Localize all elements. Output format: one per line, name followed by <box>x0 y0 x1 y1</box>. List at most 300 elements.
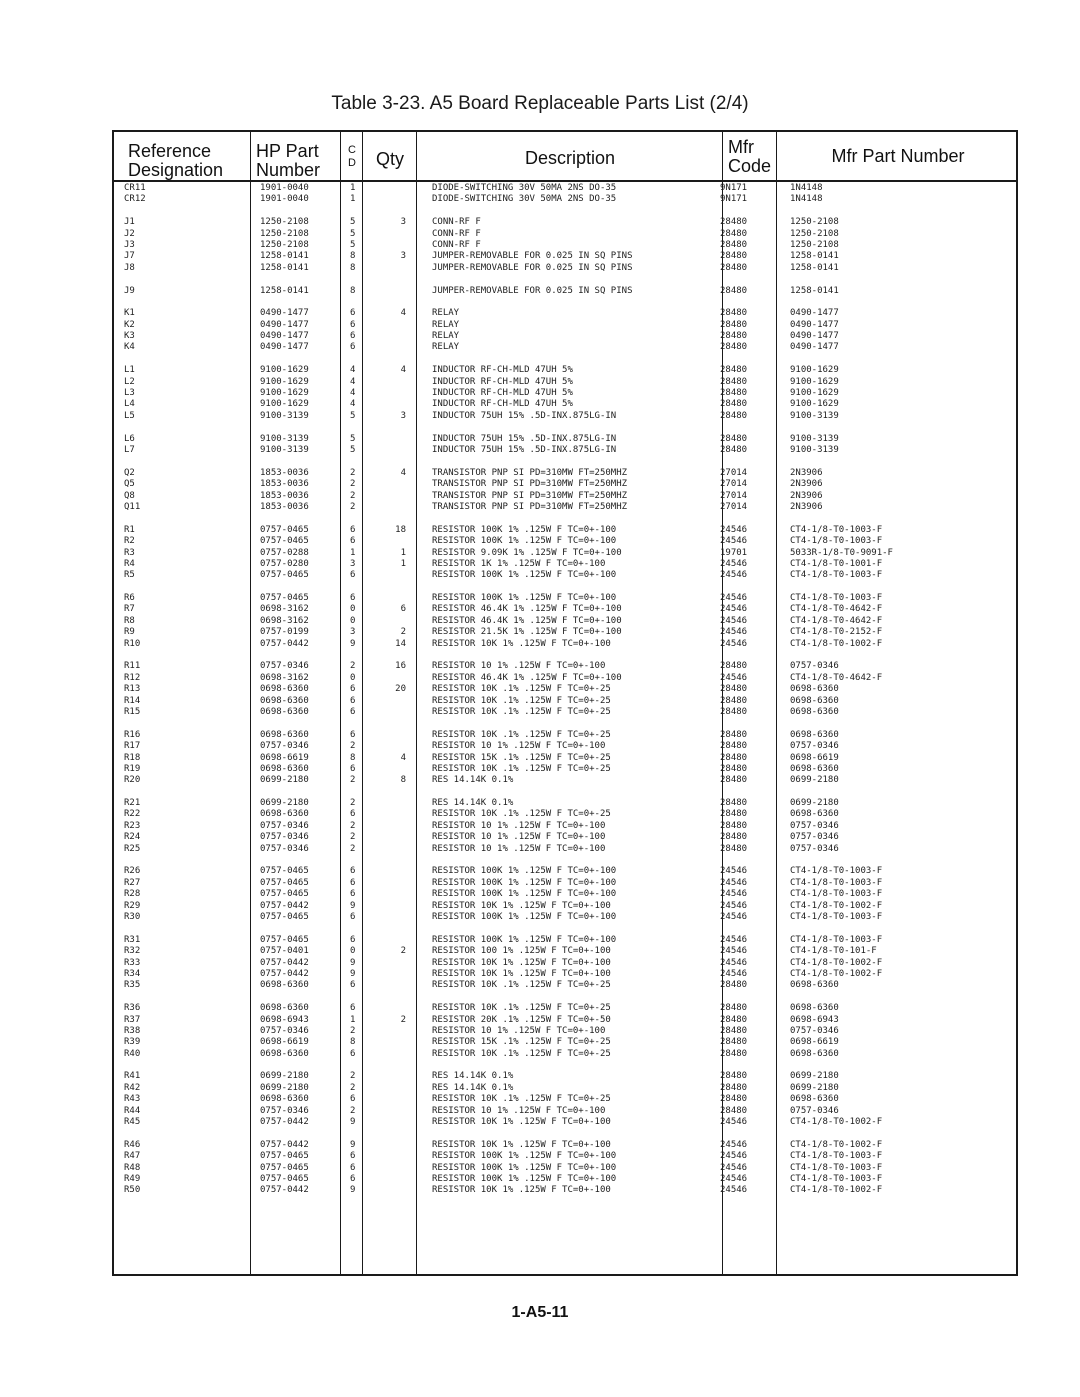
quantity: 2 <box>400 1014 406 1025</box>
reference-designation: L2 <box>124 376 135 387</box>
mfr-part-number: CT4-1/8-T0-1002-F <box>790 900 883 911</box>
check-digit: 5 <box>350 444 356 455</box>
check-digit: 0 <box>350 946 356 957</box>
check-digit: 6 <box>350 684 356 695</box>
reference-designation: R33 <box>124 957 141 968</box>
check-digit: 6 <box>350 934 356 945</box>
mfr-code: 24546 <box>720 615 748 626</box>
mfr-code: 24546 <box>720 877 748 888</box>
description: RESISTOR 10K .1% .125W F TC=0+-25 <box>432 695 611 706</box>
hp-part-number: 0757-0442 <box>260 1185 309 1196</box>
table-row <box>114 809 1016 820</box>
check-digit: 2 <box>350 775 356 786</box>
description: RESISTOR 10K .1% .125W F TC=0+-25 <box>432 1048 611 1059</box>
description: RESISTOR 10K .1% .125W F TC=0+-25 <box>432 706 611 717</box>
description: RESISTOR 10K 1% .125W F TC=0+-100 <box>432 1139 611 1150</box>
mfr-part-number: 0698-6360 <box>790 706 839 717</box>
hp-part-number: 0757-0465 <box>260 889 309 900</box>
mfr-part-number: 1258-0141 <box>790 262 839 273</box>
mfr-part-number: 0699-2180 <box>790 798 839 809</box>
reference-designation: R27 <box>124 877 141 888</box>
description: RELAY <box>432 319 460 330</box>
reference-designation: J2 <box>124 228 135 239</box>
check-digit: 9 <box>350 1185 356 1196</box>
header-divider <box>114 180 1016 182</box>
mfr-code: 28480 <box>720 444 748 455</box>
description: RESISTOR 100K 1% .125W F TC=0+-100 <box>432 866 617 877</box>
mfr-code: 24546 <box>720 1162 748 1173</box>
table-row <box>114 866 1016 877</box>
table-row <box>114 1106 1016 1117</box>
description: TRANSISTOR PNP SI PD=310MW FT=250MHZ <box>432 479 628 490</box>
mfr-code: 24546 <box>720 536 748 547</box>
check-digit: 1 <box>350 1014 356 1025</box>
table-row <box>114 753 1016 764</box>
check-digit: 2 <box>350 1082 356 1093</box>
header-mfr-line1: Mfr <box>728 137 754 157</box>
check-digit: 4 <box>350 376 356 387</box>
table-row <box>114 286 1016 297</box>
mfr-part-number: 0757-0346 <box>790 820 839 831</box>
mfr-part-number: 2N3906 <box>790 501 823 512</box>
reference-designation: R48 <box>124 1162 141 1173</box>
reference-designation: R40 <box>124 1048 141 1059</box>
check-digit: 6 <box>350 1048 356 1059</box>
description: RESISTOR 10K 1% .125W F TC=0+-100 <box>432 1185 611 1196</box>
header-hp-part-number <box>256 142 320 180</box>
table-row <box>114 969 1016 980</box>
description: RESISTOR 10 1% .125W F TC=0+-100 <box>432 832 606 843</box>
mfr-part-number: CT4-1/8-T0-1001-F <box>790 558 883 569</box>
hp-part-number: 0757-0346 <box>260 843 309 854</box>
table-row <box>114 912 1016 923</box>
hp-part-number: 9100-3139 <box>260 444 309 455</box>
table-row <box>114 889 1016 900</box>
check-digit: 2 <box>350 798 356 809</box>
mfr-part-number: CT4-1/8-T0-1003-F <box>790 524 883 535</box>
table-row <box>114 1026 1016 1037</box>
table-row <box>114 684 1016 695</box>
reference-designation: R21 <box>124 798 141 809</box>
description: RESISTOR 10K 1% .125W F TC=0+-100 <box>432 900 611 911</box>
mfr-code: 28480 <box>720 228 748 239</box>
table-title: Table 3-23. A5 Board Replaceable Parts List (2/4) <box>331 93 749 114</box>
mfr-part-number: CT4-1/8-T0-1003-F <box>790 570 883 581</box>
description: RESISTOR 100K 1% .125W F TC=0+-100 <box>432 889 617 900</box>
hp-part-number: 0757-0442 <box>260 900 309 911</box>
check-digit: 6 <box>350 866 356 877</box>
description: INDUCTOR 75UH 15% .5D-INX.875LG-IN <box>432 433 617 444</box>
description: RELAY <box>432 331 460 342</box>
hp-part-number: 0490-1477 <box>260 342 309 353</box>
mfr-part-number: 9100-1629 <box>790 399 839 410</box>
table-row <box>114 1049 1016 1060</box>
header-mfr-part-number: Mfr Part Number <box>831 146 965 166</box>
check-digit: 8 <box>350 285 356 296</box>
table-row <box>114 1083 1016 1094</box>
description: JUMPER-REMOVABLE FOR 0.025 IN SQ PINS <box>432 262 633 273</box>
check-digit: 6 <box>350 1162 356 1173</box>
reference-designation: K2 <box>124 319 135 330</box>
description: RESISTOR 10K .1% .125W F TC=0+-25 <box>432 1003 611 1014</box>
table-row <box>114 741 1016 752</box>
description: DIODE-SWITCHING 30V 50MA 2NS DO-35 <box>432 183 617 193</box>
mfr-code: 28480 <box>720 775 748 786</box>
description: RESISTOR 46.4K 1% .125W F TC=0+-100 <box>432 672 622 683</box>
reference-designation: R35 <box>124 980 141 991</box>
mfr-code: 28480 <box>720 1082 748 1093</box>
reference-designation: K3 <box>124 331 135 342</box>
hp-part-number: 0757-0346 <box>260 820 309 831</box>
reference-designation: R8 <box>124 615 135 626</box>
description: RESISTOR 15K .1% .125W F TC=0+-25 <box>432 752 611 763</box>
table-row <box>114 536 1016 547</box>
reference-designation: R47 <box>124 1151 141 1162</box>
table-row <box>114 1174 1016 1185</box>
reference-designation: R43 <box>124 1094 141 1105</box>
description: CONN-RF F <box>432 239 481 250</box>
mfr-part-number: 9100-3139 <box>790 410 839 421</box>
check-digit: 2 <box>350 467 356 478</box>
hp-part-number: 0699-2180 <box>260 1082 309 1093</box>
mfr-part-number: CT4-1/8-T0-1002-F <box>790 1185 883 1196</box>
mfr-code: 24546 <box>720 946 748 957</box>
description: RESISTOR 20K .1% .125W F TC=0+-50 <box>432 1014 611 1025</box>
reference-designation: K4 <box>124 342 135 353</box>
hp-part-number: 1853-0036 <box>260 479 309 490</box>
table-row <box>114 775 1016 786</box>
hp-part-number: 0698-3162 <box>260 604 309 615</box>
quantity: 20 <box>395 684 406 695</box>
check-digit: 6 <box>350 342 356 353</box>
mfr-part-number: CT4-1/8-T0-1003-F <box>790 593 883 604</box>
hp-part-number: 0757-0280 <box>260 558 309 569</box>
description: RESISTOR 21.5K 1% .125W F TC=0+-100 <box>432 627 622 638</box>
description: RESISTOR 10K .1% .125W F TC=0+-25 <box>432 763 611 774</box>
check-digit: 9 <box>350 638 356 649</box>
reference-designation: R31 <box>124 934 141 945</box>
reference-designation: R15 <box>124 706 141 717</box>
hp-part-number: 0757-0465 <box>260 877 309 888</box>
hp-part-number: 9100-1629 <box>260 388 309 399</box>
hp-part-number: 0699-2180 <box>260 798 309 809</box>
hp-part-number: 1258-0141 <box>260 251 309 262</box>
check-digit: 2 <box>350 843 356 854</box>
mfr-part-number: CT4-1/8-T0-1003-F <box>790 1173 883 1184</box>
description: RES 14.14K 0.1% <box>432 1082 514 1093</box>
check-digit: 6 <box>350 593 356 604</box>
mfr-part-number: 0698-6360 <box>790 729 839 740</box>
description: DIODE-SWITCHING 30V 50MA 2NS DO-35 <box>432 194 617 205</box>
reference-designation: R29 <box>124 900 141 911</box>
reference-designation: R2 <box>124 536 135 547</box>
description: RESISTOR 10K 1% .125W F TC=0+-100 <box>432 1117 611 1128</box>
reference-designation: R13 <box>124 684 141 695</box>
check-digit: 6 <box>350 319 356 330</box>
table-row <box>114 308 1016 319</box>
check-digit: 2 <box>350 820 356 831</box>
hp-part-number: 0490-1477 <box>260 331 309 342</box>
table-row <box>114 411 1016 422</box>
table-row <box>114 946 1016 957</box>
table-row <box>114 570 1016 581</box>
table-row <box>114 616 1016 627</box>
mfr-part-number: 0698-6360 <box>790 695 839 706</box>
mfr-part-number: 0699-2180 <box>790 1082 839 1093</box>
check-digit: 6 <box>350 308 356 319</box>
check-digit: 2 <box>350 661 356 672</box>
check-digit: 9 <box>350 1139 356 1150</box>
mfr-part-number: 0757-0346 <box>790 1025 839 1036</box>
hp-part-number: 1258-0141 <box>260 285 309 296</box>
mfr-code: 28480 <box>720 376 748 387</box>
table-row <box>114 217 1016 228</box>
hp-part-number: 1250-2108 <box>260 239 309 250</box>
check-digit: 8 <box>350 1037 356 1048</box>
table-row <box>114 468 1016 479</box>
check-digit: 4 <box>350 388 356 399</box>
hp-part-number: 0757-0346 <box>260 1025 309 1036</box>
reference-designation: R46 <box>124 1139 141 1150</box>
table-row <box>114 980 1016 991</box>
mfr-code: 28480 <box>720 661 748 672</box>
mfr-code: 24546 <box>720 912 748 922</box>
description: RES 14.14K 0.1% <box>432 798 514 809</box>
mfr-code: 28480 <box>720 1037 748 1048</box>
check-digit: 6 <box>350 695 356 706</box>
mfr-part-number: CT4-1/8-T0-101-F <box>790 946 877 957</box>
mfr-part-number: 0698-6360 <box>790 1048 839 1059</box>
check-digit: 6 <box>350 1094 356 1105</box>
check-digit: 6 <box>350 763 356 774</box>
reference-designation: L5 <box>124 410 135 421</box>
quantity: 2 <box>400 627 406 638</box>
reference-designation: R28 <box>124 889 141 900</box>
check-digit: 1 <box>350 183 356 193</box>
check-digit: 2 <box>350 741 356 752</box>
reference-designation: R6 <box>124 593 135 604</box>
table-row <box>114 491 1016 502</box>
hp-part-number: 0698-6360 <box>260 1003 309 1014</box>
reference-designation: R5 <box>124 570 135 581</box>
description: RESISTOR 10 1% .125W F TC=0+-100 <box>432 661 606 672</box>
mfr-part-number: CT4-1/8-T0-4642-F <box>790 604 883 615</box>
hp-part-number: 0757-0346 <box>260 832 309 843</box>
table-row <box>114 331 1016 342</box>
mfr-part-number: 0698-6360 <box>790 980 839 991</box>
description: JUMPER-REMOVABLE FOR 0.025 IN SQ PINS <box>432 285 633 296</box>
hp-part-number: 0757-0465 <box>260 1173 309 1184</box>
table-row <box>114 399 1016 410</box>
mfr-part-number: 1N4148 <box>790 194 823 205</box>
mfr-code: 28480 <box>720 342 748 353</box>
description: INDUCTOR RF-CH-MLD 47UH 5% <box>432 388 573 399</box>
table-row <box>114 696 1016 707</box>
hp-part-number: 0698-6360 <box>260 1094 309 1105</box>
mfr-code: 24546 <box>720 593 748 604</box>
mfr-code: 24546 <box>720 1173 748 1184</box>
mfr-part-number: 0698-6619 <box>790 752 839 763</box>
description: RESISTOR 100K 1% .125W F TC=0+-100 <box>432 912 617 922</box>
hp-part-number: 0698-6619 <box>260 1037 309 1048</box>
mfr-code: 24546 <box>720 604 748 615</box>
hp-part-number: 0698-6360 <box>260 729 309 740</box>
hp-part-number: 0757-0346 <box>260 661 309 672</box>
quantity: 4 <box>400 308 406 319</box>
mfr-code: 28480 <box>720 820 748 831</box>
check-digit: 9 <box>350 968 356 979</box>
description: RESISTOR 100K 1% .125W F TC=0+-100 <box>432 593 617 604</box>
check-digit: 2 <box>350 1071 356 1082</box>
table-row <box>114 502 1016 513</box>
mfr-part-number: 9100-1629 <box>790 388 839 399</box>
table-row <box>114 798 1016 809</box>
mfr-code: 28480 <box>720 1094 748 1105</box>
table-row <box>114 1003 1016 1014</box>
check-digit: 8 <box>350 251 356 262</box>
table-row <box>114 604 1016 615</box>
reference-designation: R39 <box>124 1037 141 1048</box>
table-row <box>114 832 1016 843</box>
description: TRANSISTOR PNP SI PD=310MW FT=250MHZ <box>432 467 628 478</box>
hp-part-number: 0698-6360 <box>260 706 309 717</box>
mfr-part-number: 0490-1477 <box>790 319 839 330</box>
check-digit: 6 <box>350 1173 356 1184</box>
header-reference-designation <box>128 142 223 180</box>
mfr-part-number: CT4-1/8-T0-1002-F <box>790 957 883 968</box>
mfr-code: 24546 <box>720 934 748 945</box>
reference-designation: R30 <box>124 912 141 922</box>
reference-designation: J9 <box>124 285 135 296</box>
check-digit: 6 <box>350 524 356 535</box>
hp-part-number: 0757-0442 <box>260 1139 309 1150</box>
hp-part-number: 9100-1629 <box>260 376 309 387</box>
table-row <box>114 240 1016 251</box>
description: RES 14.14K 0.1% <box>432 1071 514 1082</box>
check-digit: 6 <box>350 980 356 991</box>
mfr-code: 28480 <box>720 308 748 319</box>
header-mfr-line2: Code <box>728 156 772 176</box>
hp-part-number: 0698-3162 <box>260 672 309 683</box>
description: RELAY <box>432 342 460 353</box>
hp-part-number: 0757-0465 <box>260 593 309 604</box>
hp-part-number: 0757-0442 <box>260 1117 309 1128</box>
hp-part-number: 0698-6619 <box>260 752 309 763</box>
hp-part-number: 0757-0199 <box>260 627 309 638</box>
description: CONN-RF F <box>432 217 481 228</box>
reference-designation: R17 <box>124 741 141 752</box>
table-row <box>114 639 1016 650</box>
mfr-part-number: 0490-1477 <box>790 331 839 342</box>
mfr-code: 28480 <box>720 843 748 854</box>
table-row <box>114 958 1016 969</box>
table-row <box>114 730 1016 741</box>
description: RESISTOR 10 1% .125W F TC=0+-100 <box>432 820 606 831</box>
reference-designation: R32 <box>124 946 141 957</box>
mfr-part-number: 2N3906 <box>790 479 823 490</box>
table-row <box>114 1094 1016 1105</box>
mfr-code: 24546 <box>720 968 748 979</box>
reference-designation: K1 <box>124 308 135 319</box>
check-digit: 1 <box>350 194 356 205</box>
mfr-part-number: 9100-1629 <box>790 376 839 387</box>
description: RESISTOR 10K .1% .125W F TC=0+-25 <box>432 809 611 820</box>
check-digit: 2 <box>350 479 356 490</box>
reference-designation: R42 <box>124 1082 141 1093</box>
table-row <box>114 251 1016 262</box>
check-digit: 6 <box>350 570 356 581</box>
mfr-code: 24546 <box>720 672 748 683</box>
mfr-part-number: CT4-1/8-T0-1003-F <box>790 912 883 922</box>
description: RESISTOR 100K 1% .125W F TC=0+-100 <box>432 1162 617 1173</box>
reference-designation: R25 <box>124 843 141 854</box>
mfr-code: 24546 <box>720 1139 748 1150</box>
mfr-part-number: 0757-0346 <box>790 661 839 672</box>
reference-designation: R34 <box>124 968 141 979</box>
mfr-code: 24546 <box>720 1151 748 1162</box>
hp-part-number: 0698-6360 <box>260 684 309 695</box>
mfr-code: 28480 <box>720 399 748 410</box>
mfr-code: 28480 <box>720 684 748 695</box>
reference-designation: L1 <box>124 365 135 376</box>
hp-part-number: 0699-2180 <box>260 1071 309 1082</box>
quantity: 4 <box>400 752 406 763</box>
mfr-part-number: 0757-0346 <box>790 741 839 752</box>
description: INDUCTOR 75UH 15% .5D-INX.875LG-IN <box>432 444 617 455</box>
hp-part-number: 1250-2108 <box>260 217 309 228</box>
description: RES 14.14K 0.1% <box>432 775 514 786</box>
description: RESISTOR 46.4K 1% .125W F TC=0+-100 <box>432 615 622 626</box>
reference-designation: R9 <box>124 627 135 638</box>
reference-designation: R41 <box>124 1071 141 1082</box>
reference-designation: CR12 <box>124 194 146 205</box>
header-hp-line1: HP Part <box>256 141 319 161</box>
reference-designation: J1 <box>124 217 135 228</box>
check-digit: 2 <box>350 832 356 843</box>
table-row <box>114 1140 1016 1151</box>
table-row <box>114 434 1016 445</box>
description: RESISTOR 1K 1% .125W F TC=0+-100 <box>432 558 606 569</box>
hp-part-number: 0490-1477 <box>260 308 309 319</box>
check-digit: 3 <box>350 627 356 638</box>
table-row <box>114 342 1016 353</box>
reference-designation: R1 <box>124 524 135 535</box>
mfr-code: 28480 <box>720 980 748 991</box>
quantity: 1 <box>400 547 406 558</box>
mfr-part-number: CT4-1/8-T0-4642-F <box>790 615 883 626</box>
table-row <box>114 445 1016 456</box>
table-row <box>114 844 1016 855</box>
table-row <box>114 263 1016 274</box>
header-cd-line2: D <box>348 157 356 169</box>
table-row <box>114 365 1016 376</box>
hp-part-number: 0698-6360 <box>260 980 309 991</box>
mfr-part-number: 5033R-1/8-T0-9091-F <box>790 547 893 558</box>
mfr-code: 19701 <box>720 547 748 558</box>
check-digit: 0 <box>350 615 356 626</box>
description: RESISTOR 10K 1% .125W F TC=0+-100 <box>432 638 611 649</box>
mfr-code: 28480 <box>720 798 748 809</box>
mfr-part-number: CT4-1/8-T0-1003-F <box>790 877 883 888</box>
quantity: 4 <box>400 365 406 376</box>
hp-part-number: 0698-6943 <box>260 1014 309 1025</box>
mfr-part-number: CT4-1/8-T0-1003-F <box>790 1162 883 1173</box>
table-row <box>114 1163 1016 1174</box>
hp-part-number: 0698-6360 <box>260 763 309 774</box>
check-digit: 6 <box>350 889 356 900</box>
reference-designation: CR11 <box>124 183 146 193</box>
check-digit: 5 <box>350 239 356 250</box>
